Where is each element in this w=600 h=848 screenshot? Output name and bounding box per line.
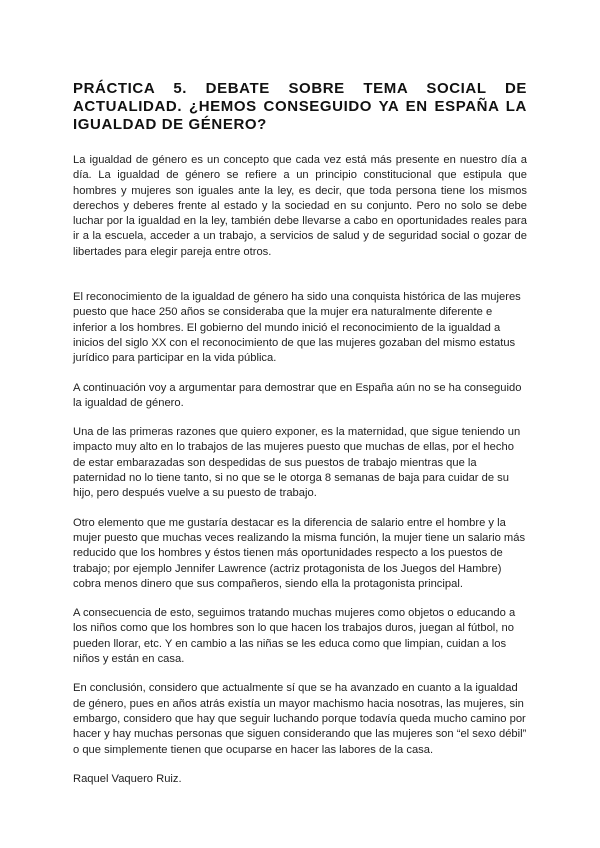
paragraph-maternity: Una de las primeras razones que quiero exponer, es la maternidad, que sigue teniendo un impacto muy alto en lo trabajos de las mujeres puesto que muchas de ellas, por el hecho de estar embarazadas son despedidas de sus puestos de trabajo mientras que la paternidad no lo tiene tanto, si no que se le otorga 8 semanas de baja para cuidar de su hijo, pero después vuelve a su puesto de trabajo. xyxy=(73,426,521,500)
paragraph-intro: La igualdad de género es un concepto que cada vez está más presente en nuestro día a día. La igualdad de género se refiere a un principio constitucional que estipula que hombres y mujeres son iguales ante la ley, es decir, que toda persona tiene los mismos derechos y deberes frente al estado y la sociedad en su conjunto. Pero no solo se debe luchar por la igualdad en la ley, también debe llevarse a cabo en oportunidades reales para ir a la escuela, acceder a un trabajo, a servicios de salud y de seguridad social o gozar de libertades para elegir pareja entre otros. xyxy=(73,154,527,258)
paragraph-conclusion: En conclusión, considero que actualmente sí que se ha avanzado en cuanto a la igualdad de género, pues en años atrás existía un mayor machismo hacia nosotras, las mujeres, sin embargo, considero que hay que seguir luchando porque todavía queda mucho camino por hacer y hay muchas personas que siguen considerando que las mujeres son “el sexo débil” o que simplemente tienen que ocuparse en hacer las labores de la casa. xyxy=(73,682,527,756)
paragraph-thesis: A continuación voy a argumentar para demostrar que en España aún no se ha conseguido la igualdad de género. xyxy=(73,381,522,409)
paragraph-history: El reconocimiento de la igualdad de género ha sido una conquista histórica de las mujeres puesto que hace 250 años se consideraba que la mujer era naturalmente diferente e inferior a los hombres. El gobierno del mundo inició el reconocimiento de la igualdad a inicios del siglo XX con el reconocimiento de que las mujeres gozaban del mismo estatus jurídico para participar en la vida pública. xyxy=(73,291,521,365)
paragraph-consequence: A consecuencia de esto, seguimos tratando muchas mujeres como objetos o educando a los niños como que los hombres son lo que hacen los trabajos duros, juegan al fútbol, no pueden llorar, etc. Y en cambio a las niñas se les educa como que limpian, cuidan a los niños y están en casa. xyxy=(73,607,516,666)
paragraph-salary: Otro elemento que me gustaría destacar es la diferencia de salario entre el hombre y la mujer puesto que muchas veces realizando la misma función, la mujer tiene un salario más reducido que los hombres y éstos tienen más oportunidades respecto a los puestos de trabajo; por ejemplo Jennifer Lawrence (actriz protagonista de los Juegos del Hambre) cobra menos dinero que sus compañeros, siendo ella la protagonista principal. xyxy=(73,516,526,590)
document-title: PRÁCTICA 5. DEBATE SOBRE TEMA SOCIAL DE ACTUALIDAD. ¿HEMOS CONSEGUIDO YA EN ESPAÑA LA IGUALDAD DE GÉNERO? xyxy=(73,80,527,133)
author-signature: Raquel Vaquero Ruiz. xyxy=(73,772,182,785)
